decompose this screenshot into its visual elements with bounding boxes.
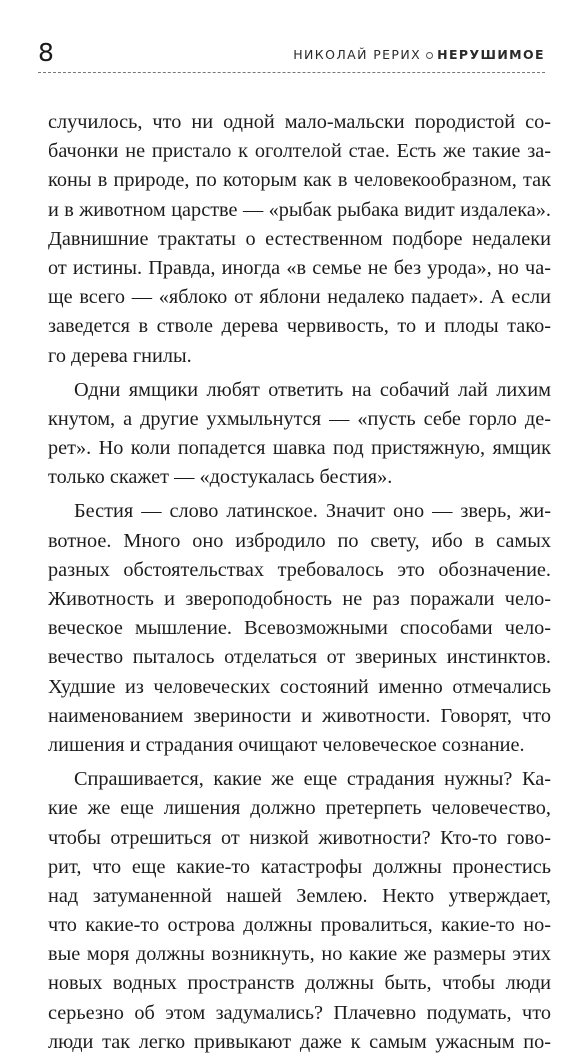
paragraph bbox=[48, 765, 551, 1057]
header-author: НИКОЛАЙ РЕРИХ bbox=[293, 47, 422, 62]
text-line: Спрашивается, какие же еще страдания нужны? Ка- bbox=[74, 768, 551, 791]
text-line: чтобы отрешиться от низкой животности? Кто-то гово- bbox=[48, 826, 551, 849]
text-line: рит, что еще какие-то катастрофы должны пронестись bbox=[48, 855, 551, 878]
text-line: рет». Но коли попадется шавка под пристяжную, ямщик bbox=[48, 437, 551, 460]
text-line: люди так легко привыкают даже к самым ужасным по- bbox=[48, 1030, 551, 1053]
text-line: коны в природе, по которым как в человекообразном, так bbox=[48, 169, 551, 192]
text-line: Одни ямщики любят ответить на собачий лай лихим bbox=[74, 378, 551, 401]
text-line: веческое мышление. Всевозможными способами чело- bbox=[48, 617, 551, 640]
header-divider bbox=[38, 72, 545, 73]
text-line: Животность и звероподобность не раз поражали чело- bbox=[48, 588, 551, 610]
text-line: что какие-то острова должны провалиться, какие-то но- bbox=[48, 914, 551, 937]
text-line: Худшие из человеческих состояний именно отмечались bbox=[48, 675, 551, 698]
text-line: новых водных пространств должны быть, чтобы люди bbox=[48, 972, 551, 995]
text-line: вотное. Много оно избродило по свету, ибо в самых bbox=[48, 529, 551, 552]
text-line: Давнишние трактаты о естественном подборе недалеки bbox=[48, 227, 551, 250]
text-line: от истины. Правда, иногда «в семье не без урода», но ча- bbox=[48, 256, 551, 279]
text-line: над затуманенной нашей Землею. Некто утверждает, bbox=[48, 884, 551, 907]
text-line: ще всего — «яблоко от яблони недалеко падает». А если bbox=[48, 286, 551, 309]
text-line: лишения и страдания очищают человеческое сознание. bbox=[48, 733, 525, 756]
text-line: вечество пыталось отделаться от звериных инстинктов. bbox=[48, 646, 551, 669]
text-line: Бестия — слово латинское. Значит оно — зверь, жи- bbox=[74, 500, 551, 523]
running-header bbox=[38, 38, 545, 78]
paragraph bbox=[48, 497, 551, 760]
text-line: заведется в стволе дерева червивость, то и плоды тако- bbox=[48, 315, 551, 338]
text-line: кнутом, а другие ухмыльнутся — «пусть себе горло де- bbox=[48, 407, 551, 430]
text-line: кие же еще лишения должно претерпеть человечество, bbox=[48, 797, 551, 820]
header-title-group bbox=[293, 46, 545, 64]
text-line: наименованием звериности и животности. Говорят, что bbox=[48, 704, 551, 727]
text-line: бачонки не пристало к оголтелой стае. Есть же такие за- bbox=[48, 140, 551, 163]
paragraph bbox=[48, 376, 551, 493]
circle-ornament-icon bbox=[426, 52, 433, 59]
text-line: го дерева гнилы. bbox=[48, 344, 192, 367]
text-line: вые моря должны возникнуть, но какие же размеры этих bbox=[48, 943, 551, 966]
text-line: и в животном царстве — «рыбак рыбака видит издалека». bbox=[48, 198, 551, 221]
paragraph bbox=[48, 108, 551, 371]
header-book-title: НЕРУШИМОЕ bbox=[437, 47, 545, 62]
page-number: 8 bbox=[38, 38, 54, 67]
text-line: случилось, что ни одной мало-мальски породистой со- bbox=[48, 111, 551, 133]
text-line: серьезно об этом задумались? Плачевно подумать, что bbox=[48, 1001, 551, 1024]
text-line: только скажет — «достукалась бестия». bbox=[48, 466, 393, 489]
body-text bbox=[48, 108, 551, 1057]
text-line: разных обстоятельствах требовалось это обозначение. bbox=[48, 558, 551, 581]
